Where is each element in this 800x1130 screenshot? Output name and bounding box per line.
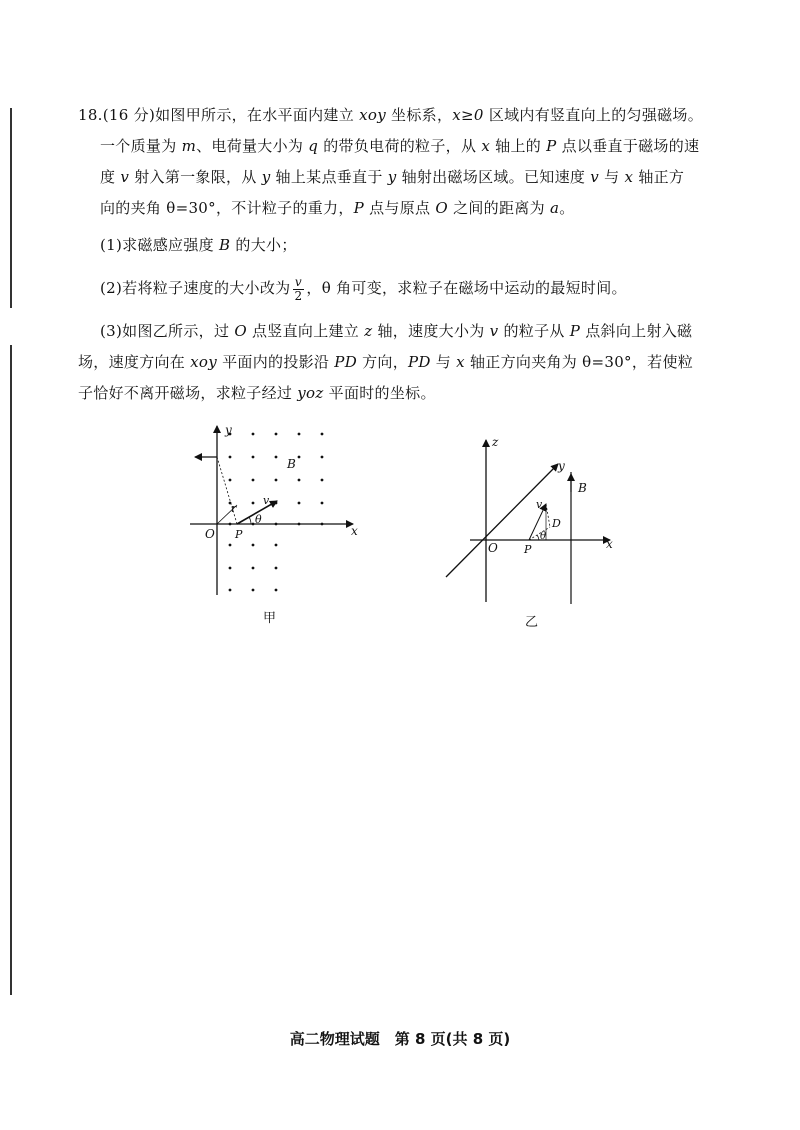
theta-arc (537, 535, 539, 540)
problem-18 (78, 100, 718, 409)
binding-margin-line (10, 345, 12, 995)
field-dot (229, 456, 232, 459)
fraction-v-over-2: $\frac{v}{2}$ (294, 274, 303, 303)
field-dot (298, 502, 301, 505)
field-dot (229, 479, 232, 482)
question-2: (2)若将粒子速度的大小改为 $\frac{v}{2}$ ，θ 角可变，求粒子在磁场中运动的最短时间。 (100, 274, 627, 303)
z-label: z (492, 435, 499, 449)
field-dot (298, 433, 301, 436)
field-dot (252, 456, 255, 459)
x-label: x (606, 537, 613, 551)
theta-label: θ (540, 531, 547, 542)
field-dot (321, 502, 324, 505)
field-dot (229, 589, 232, 592)
drop-line (546, 504, 550, 527)
field-dot (275, 567, 278, 570)
x-label: x (351, 524, 358, 538)
field-dot (275, 589, 278, 592)
v-label: v (263, 494, 270, 507)
binding-margin-line (10, 108, 12, 308)
y-label: y (558, 459, 565, 473)
B-label: B (578, 481, 587, 495)
problem-score: (16 分) (102, 106, 156, 124)
field-dot (275, 479, 278, 482)
P-label: P (524, 543, 532, 556)
origin-label: O (205, 527, 215, 541)
figure-yi (440, 432, 630, 632)
field-dot (298, 456, 301, 459)
figure-jia (185, 420, 375, 630)
field-dot (252, 544, 255, 547)
field-dot (321, 456, 324, 459)
v-label: v (536, 498, 543, 511)
P-label: P (235, 528, 243, 541)
page-footer: 高二物理试题 第 8 页(共 8 页) (289, 1030, 511, 1048)
problem-stem: 18.(16 分)如图甲所示，在水平面内建立 xoy 坐标系，x≥0 区域内有竖直向上的匀强磁场。 一个质量为 m、电荷量大小为 q 的带负电荷的粒子，从 x 轴上的 P 点以垂直于磁场的速 度 v 射入第一象限，从 y 轴上某点垂直于 y 轴射出磁场区域。已知速度 v 与 x 轴正方 向的夹角 θ=30°，不计粒子的重力，P 点与原点 O 之间的距离为 a。 (78, 106, 704, 217)
field-dot (275, 544, 278, 547)
D-label: D (552, 517, 561, 530)
field-dot (298, 479, 301, 482)
r-label: r (231, 502, 237, 515)
field-dot (321, 479, 324, 482)
question-1: (1)求磁感应强度 B 的大小； (100, 236, 297, 254)
field-dot (275, 456, 278, 459)
y-axis-oblique (446, 464, 558, 577)
question-3: (3)如图乙所示，过 O 点竖直向上建立 z 轴，速度大小为 v 的粒子从 P 点斜向上射入磁 场，速度方向在 xoy 平面内的投影沿 PD 方向，PD 与 x 轴正方向夹角为 θ=30°，若使粒 子恰好不离开磁场，求粒子经过 yoz 平面时的坐标。 (78, 322, 694, 402)
B-label: B (287, 457, 296, 471)
field-dot (275, 433, 278, 436)
field-dot (252, 433, 255, 436)
field-dot (229, 544, 232, 547)
field-dot (252, 567, 255, 570)
field-dot (252, 502, 255, 505)
y-label: y (225, 423, 232, 437)
field-dots (229, 433, 324, 592)
caption-yi: 乙 (525, 615, 539, 630)
theta-arc (249, 517, 251, 524)
field-dot (252, 589, 255, 592)
field-dot (321, 433, 324, 436)
theta-label: θ (255, 513, 262, 526)
field-dot (229, 567, 232, 570)
origin-label: O (488, 541, 498, 555)
caption-jia: 甲 (263, 611, 277, 626)
problem-number: 18. (78, 106, 103, 124)
field-dot (252, 479, 255, 482)
